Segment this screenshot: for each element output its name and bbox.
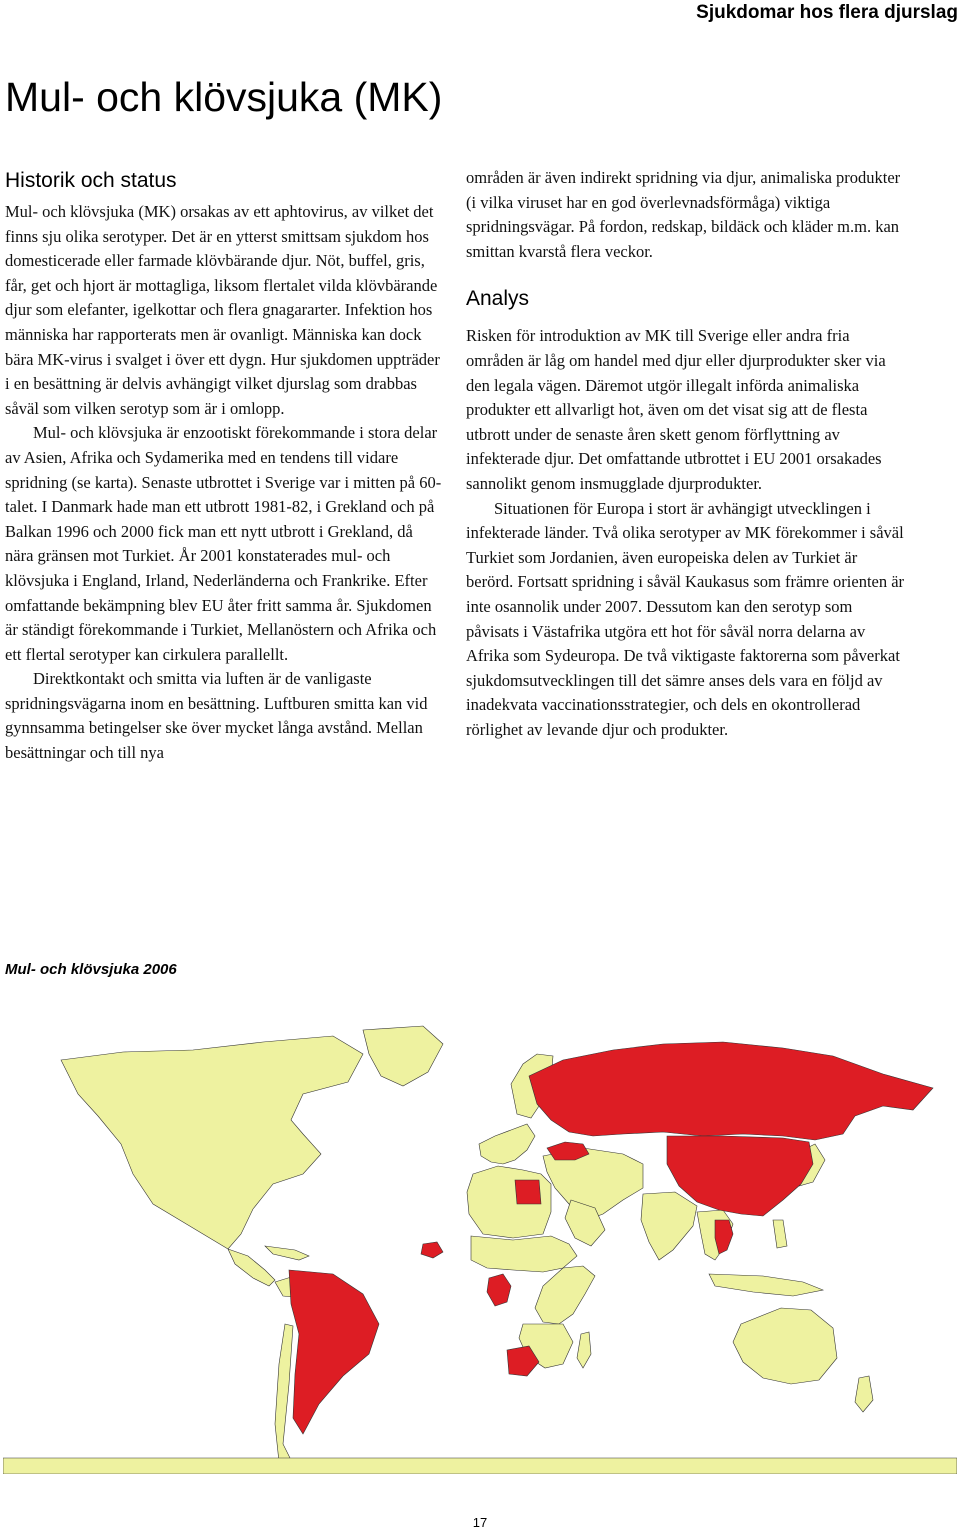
greenland xyxy=(363,1026,443,1086)
left-column xyxy=(5,166,445,766)
indonesia xyxy=(709,1274,823,1296)
indochina xyxy=(715,1220,733,1254)
philippines xyxy=(773,1220,787,1248)
paragraph: Mul- och klövsjuka (MK) orsakas av ett aphtovirus, av vilket det finns sju olika serotyper. Det är en ytterst smittsam sjukdom hos domesticerade eller farmade klövbärande djur. Nöt, buffel, gris, får, get och hjort är mottagliga, liksom flertalet vilda klövbärande djur som elefanter, igelkottar och flera gnagararter. Infektion hos människa har rapporterats men är ovanligt. Människa kan dock bära MK-virus i svalget i över ett dygn. Hur sjukdomen uppträder i en besättning är delvis avhängigt vilket djurslag som drabbas såväl som vilken serotyp som är i omlopp. xyxy=(5,202,440,418)
section-heading-history: Historik och status xyxy=(5,169,177,192)
paragraph-continued: områden är även indirekt spridning via djur, animaliska produkter (i vilka viruset har en god överlevnadsförmåga) viktiga spridningsvägar. På fordon, redskap, bildäck och kläder m.m. kan smittan kvarstå flera veckor. xyxy=(466,168,901,261)
russia xyxy=(529,1042,933,1140)
france-iberia-europe xyxy=(479,1124,535,1164)
madagascar xyxy=(577,1332,591,1368)
world-map xyxy=(3,1024,957,1474)
sahel-africa xyxy=(471,1236,577,1272)
paragraph: Direktkontakt och smitta via luften är de vanligaste spridningsvägarna inom en besättning. Luftburen smitta kan vid gynnsamma betingelser ske över mycket långa avstånd. Mellan besättningar och till nya xyxy=(5,669,428,763)
right-column xyxy=(466,166,906,742)
caribbean xyxy=(265,1246,309,1260)
india xyxy=(641,1192,697,1260)
central-africa-congo xyxy=(487,1274,511,1306)
infected-regions xyxy=(289,1042,933,1434)
antarctica xyxy=(3,1458,957,1474)
west-africa xyxy=(421,1242,443,1258)
east-africa xyxy=(535,1266,595,1324)
map-title: Mul- och klövsjuka 2006 xyxy=(5,961,177,978)
page-title: Mul- och klövsjuka (MK) xyxy=(5,74,443,120)
australia xyxy=(733,1308,837,1384)
running-header: Sjukdomar hos flera djurslag xyxy=(696,2,958,23)
paragraph: Mul- och klövsjuka är enzootiskt förekommande i stora delar av Asien, Afrika och Sydamerika med en tendens till vidare spridning (se karta). Senaste utbrottet i Sverige var i mitten på 60-talet. I Danmark hade man ett utbrott 1981-82, i Grekland och på Balkan 1996 och 2000 fick man ett nytt utbrott i Grekland, då nära gränsen mot Turkiet. År 2001 konstaterades mul- och klövsjuka i England, Irland, Nederländerna och Frankrike. Efter omfattande bekämpning blev EU åter fritt samma år. Sjukdomen är ständigt förekommande i Turkiet, Mellanöstern och Afrika och ett flertal serotyper kan cirkulera parallellt. xyxy=(5,423,442,664)
paragraph: Situationen för Europa i stort är avhängigt utvecklingen i infekterade länder. Två olika serotyper av MK förekommer i såväl Turkiet som Jordanien, även europeiska delen av Turkiet är berörd. Fortsatt spridning i såväl Kaukasus som främre orienten är inte osannolik under 2007. Dessutom kan den serotyp som påvisats i Västafrika utgöra ett hot för såväl norra delarna av Afrika som Sydeuropa. De två viktigaste faktorerna som påverkat sjukdomsutvecklingen till det sämre anses dels vara en följd av inadekvata vaccinationsstrategier, och dels en okontrollerad rörlighet av levande djur och produkter. xyxy=(466,498,905,739)
new-zealand xyxy=(855,1376,873,1412)
south-america-chile xyxy=(275,1324,293,1464)
north-america xyxy=(61,1036,363,1249)
paragraph: Risken för introduktion av MK till Sverige eller andra fria områden är låg om handel med djur eller djurprodukter sker via den legala vägen. Däremot utgör illegalt införda animaliska produkter ett allvarligt hot, även om det visat sig att de flesta utbrott under de senaste åren skett genom förflyttning av infekterade djur. Det omfattande utbrottet i EU 2001 orsakades sannolikt genom insmugglade djurprodukter. xyxy=(466,326,886,493)
south-america-east xyxy=(289,1270,379,1434)
central-america xyxy=(228,1249,275,1286)
egypt xyxy=(515,1180,541,1204)
page-number: 17 xyxy=(472,1515,488,1530)
section-heading-analysis: Analys xyxy=(466,287,530,311)
